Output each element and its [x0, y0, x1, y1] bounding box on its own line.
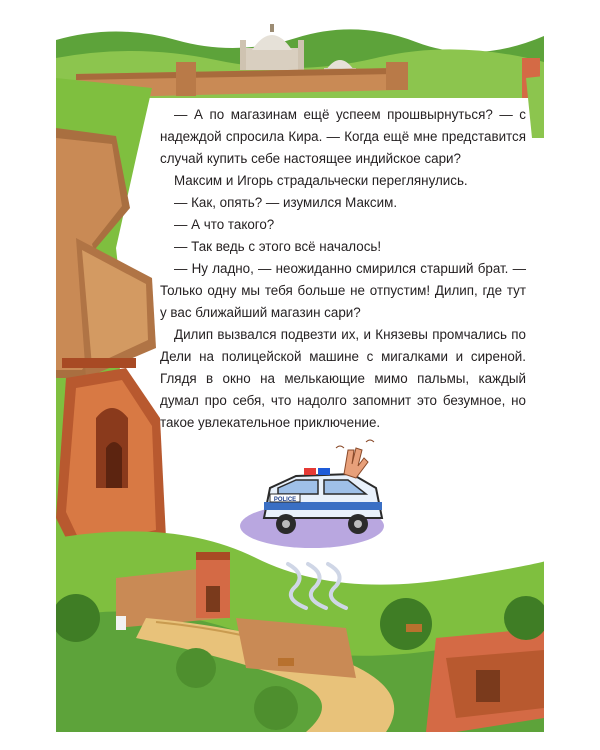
paragraph-1: — А по магазинам ещё успеем прошвырнуться? — с надеждой спросила Кира. — Когда ещё мне представится случай купить себе настоящее индийское сари? [160, 107, 526, 166]
police-label: POLICE [273, 497, 297, 503]
paragraph-5: — Так ведь с этого всё началось! [174, 239, 382, 254]
paragraph-6: — Ну ладно, — неожиданно смирился старший брат. — Только одну мы тебя больше не отпустим! Дилип, где тут у вас ближайший магазин сари? [160, 261, 526, 320]
book-page [56, 18, 544, 732]
story-text [160, 104, 526, 434]
paragraph-7: Дилип вызвался подвезти их, и Князевы промчались по Дели на полицейской машине с мигалками и сиреной. Глядя в окно на мелькающие мимо пальмы, каждый думал про себя, что надолго запомнит это безумное, но такое увлекательное приключение. [160, 327, 526, 430]
tire-tracks-icon [288, 564, 346, 608]
paragraph-2: Максим и Игорь страдальчески переглянулись. [174, 173, 468, 188]
waving-hand-icon [336, 440, 374, 478]
police-car-icon [240, 468, 384, 548]
paragraph-4: — А что такого? [174, 217, 275, 232]
paragraph-3: — Как, опять? — изумился Максим. [174, 195, 398, 210]
fort-ruin-icon [56, 358, 166, 558]
